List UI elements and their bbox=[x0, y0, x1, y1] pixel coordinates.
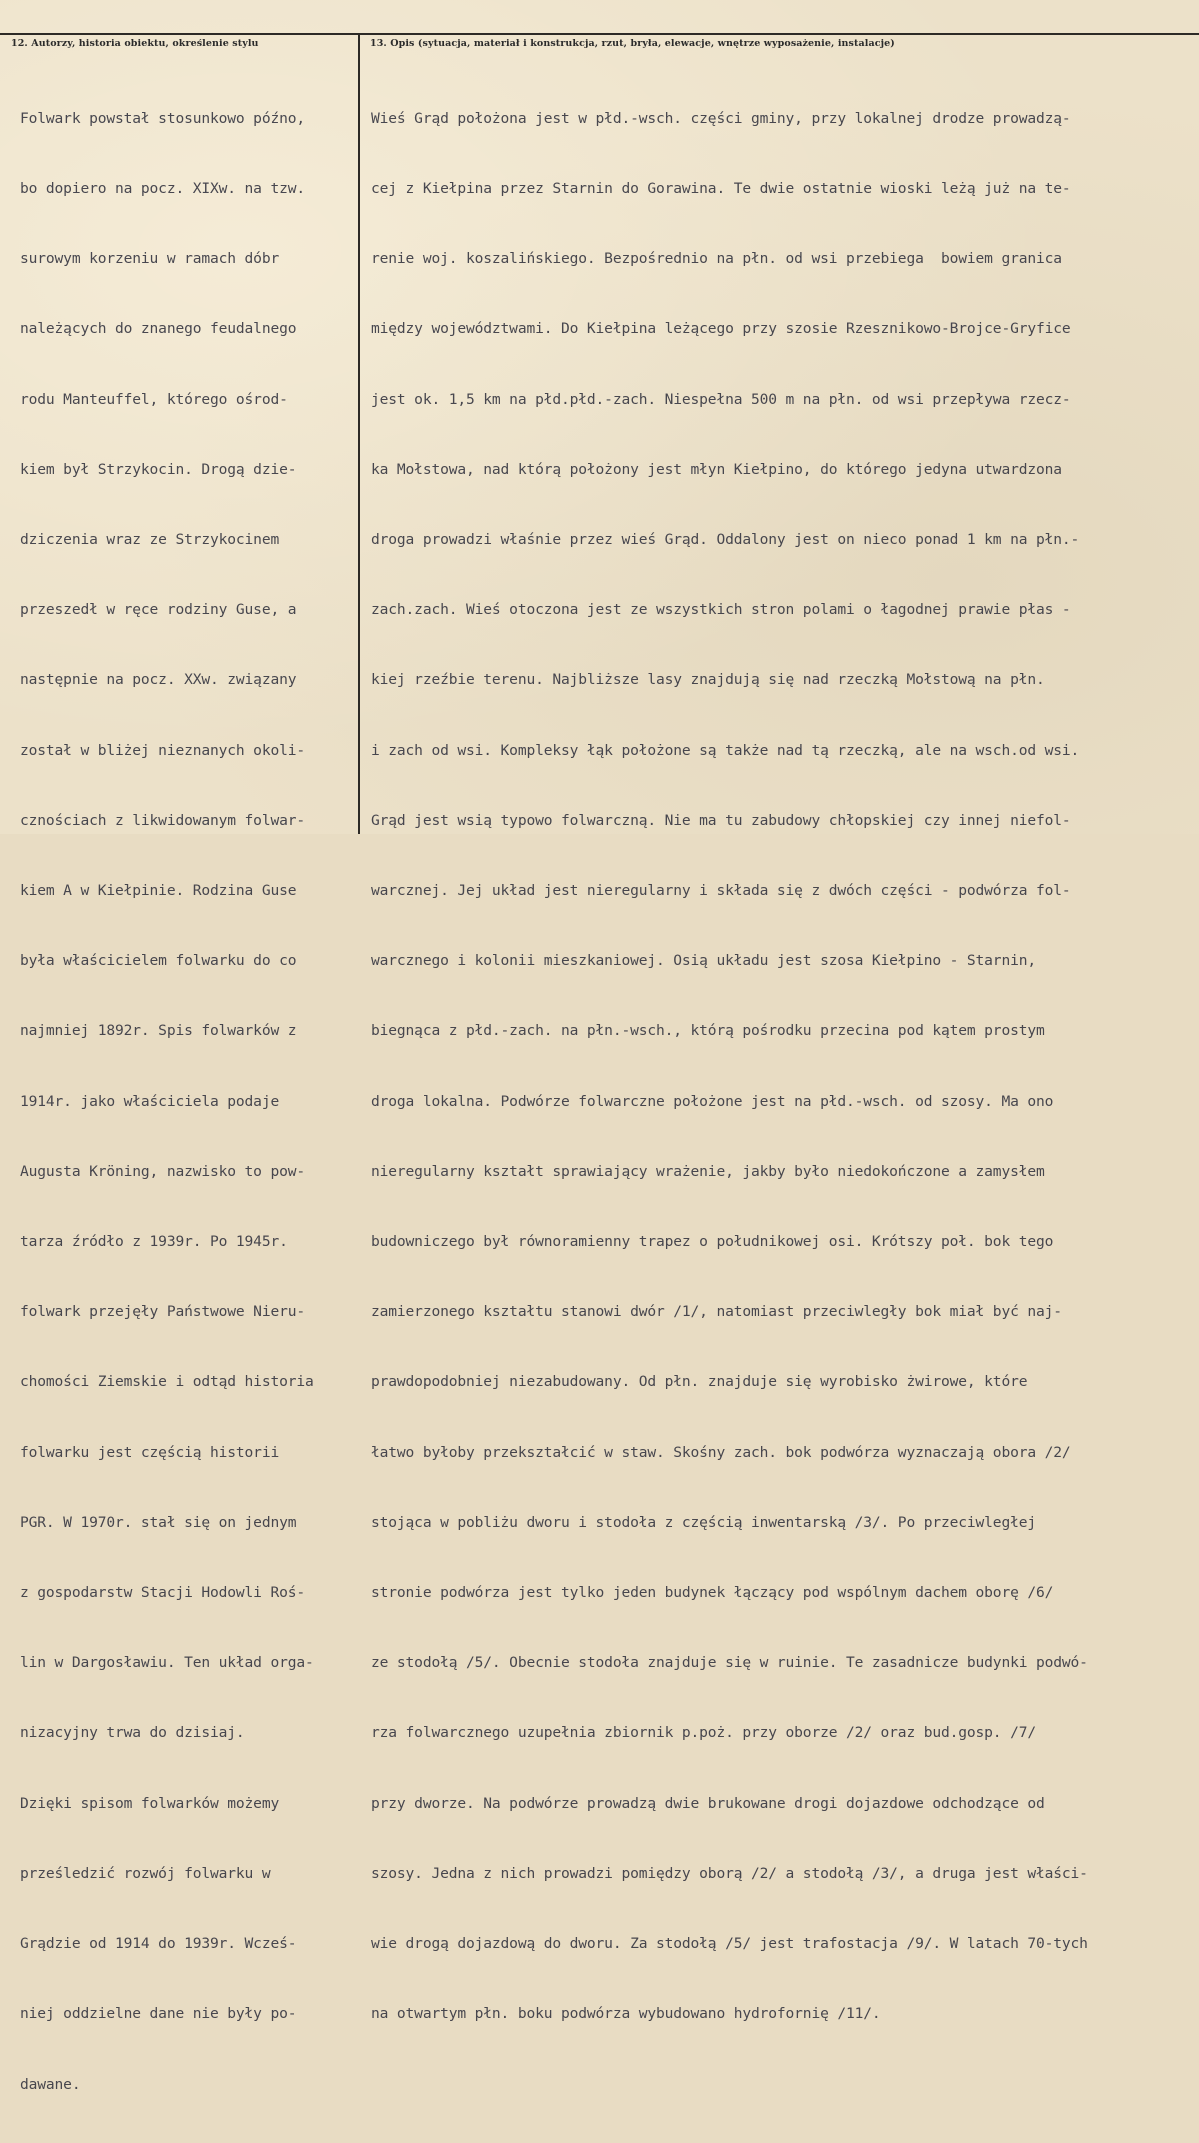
text-line: na otwartym płn. boku podwórza wybudowano hydrofornię /11/. bbox=[371, 2005, 881, 2023]
text-line: stojąca w pobliżu dworu i stodoła z częścią inwentarską /3/. Po przeciwległej bbox=[371, 1513, 1036, 1531]
text-line: nieregularny kształt sprawiający wrażenie, jakby było niedokończone a zamysłem bbox=[371, 1162, 1045, 1180]
top-rule bbox=[0, 33, 1199, 35]
text-line: został w bliżej nieznanych okoli- bbox=[20, 741, 305, 759]
text-line: nizacyjny trwa do dzisiaj. bbox=[20, 1724, 245, 1742]
right-column-header: 13. Opis (sytuacja, materiał i konstrukcja, rzut, bryła, elewacje, wnętrze wyposażenie, instalacje) bbox=[370, 38, 895, 49]
text-line: chomości Ziemskie i odtąd historia bbox=[20, 1373, 314, 1391]
text-line: lin w Dargosławiu. Ten układ orga- bbox=[20, 1654, 314, 1672]
text-line: rodu Manteuffel, którego ośrod- bbox=[20, 390, 288, 408]
text-line: surowym korzeniu w ramach dóbr bbox=[20, 250, 280, 268]
text-line: niej oddzielne dane nie były po- bbox=[20, 2005, 297, 2023]
text-line: była właścicielem folwarku do co bbox=[20, 952, 297, 970]
text-line: przy dworze. Na podwórze prowadzą dwie brukowane drogi dojazdowe odchodzące od bbox=[371, 1794, 1045, 1812]
text-line: następnie na pocz. XXw. związany bbox=[20, 671, 297, 689]
text-line: należących do znanego feudalnego bbox=[20, 320, 297, 338]
text-line: Wieś Grąd położona jest w płd.-wsch. części gminy, przy lokalnej drodze prowadzą- bbox=[371, 109, 1071, 127]
text-line: Grądzie od 1914 do 1939r. Wcześ- bbox=[20, 1935, 297, 1953]
text-line: folwarku jest częścią historii bbox=[20, 1443, 280, 1461]
text-line: Augusta Kröning, nazwisko to pow- bbox=[20, 1162, 305, 1180]
text-line: łatwo byłoby przekształcić w staw. Skośny zach. bok podwórza wyznaczają obora /2/ bbox=[371, 1443, 1071, 1461]
text-line: stronie podwórza jest tylko jeden budynek łączący pod wspólnym dachem oborę /6/ bbox=[371, 1584, 1054, 1602]
text-line: PGR. W 1970r. stał się on jednym bbox=[20, 1513, 297, 1531]
text-line: warcznej. Jej układ jest nieregularny i składa się z dwóch części - podwórza fol- bbox=[371, 882, 1071, 900]
text-line: 1914r. jako właściciela podaje bbox=[20, 1092, 280, 1110]
left-column-header: 12. Autorzy, historia obiektu, określenie stylu bbox=[11, 38, 259, 49]
text-line: szosy. Jedna z nich prowadzi pomiędzy oborą /2/ a stodołą /3/, a druga jest właści- bbox=[371, 1864, 1088, 1882]
text-line: kiej rzeźbie terenu. Najbliższe lasy znajdują się nad rzeczką Mołstową na płn. bbox=[371, 671, 1045, 689]
text-line: prawdopodobniej niezabudowany. Od płn. znajduje się wyrobisko żwirowe, które bbox=[371, 1373, 1028, 1391]
text-line: tarza źródło z 1939r. Po 1945r. bbox=[20, 1233, 288, 1251]
text-line: Folwark powstał stosunkowo późno, bbox=[20, 109, 305, 127]
text-line: i zach od wsi. Kompleksy łąk położone są także nad tą rzeczką, ale na wsch.od wsi. bbox=[371, 741, 1080, 759]
text-line: budowniczego był równoramienny trapez o południkowej osi. Krótszy poł. bok tego bbox=[371, 1233, 1054, 1251]
text-line: jest ok. 1,5 km na płd.płd.-zach. Niespełna 500 m na płn. od wsi przepływa rzecz- bbox=[371, 390, 1071, 408]
text-line: dawane. bbox=[20, 2075, 81, 2093]
right-column-text bbox=[371, 60, 1088, 2073]
text-line: przeszedł w ręce rodziny Guse, a bbox=[20, 601, 297, 619]
text-line: wie drogą dojazdową do dworu. Za stodołą /5/ jest trafostacja /9/. W latach 70-tych bbox=[371, 1935, 1088, 1953]
text-line: droga lokalna. Podwórze folwarczne położone jest na płd.-wsch. od szosy. Ma ono bbox=[371, 1092, 1054, 1110]
text-line: biegnąca z płd.-zach. na płn.-wsch., którą pośrodku przecina pod kątem prostym bbox=[371, 1022, 1045, 1040]
left-column-text bbox=[20, 60, 314, 2143]
text-line: renie woj. koszalińskiego. Bezpośrednio na płn. od wsi przebiega bowiem granica bbox=[371, 250, 1062, 268]
text-line: ze stodołą /5/. Obecnie stodoła znajduje się w ruinie. Te zasadnicze budynki podwó- bbox=[371, 1654, 1088, 1672]
text-line: bo dopiero na pocz. XIXw. na tzw. bbox=[20, 180, 305, 198]
text-line: droga prowadzi właśnie przez wieś Grąd. Oddalony jest on nieco ponad 1 km na płn.- bbox=[371, 531, 1080, 549]
text-line: zach.zach. Wieś otoczona jest ze wszystkich stron polami o łagodnej prawie płas - bbox=[371, 601, 1071, 619]
text-line: folwark przejęły Państwowe Nieru- bbox=[20, 1303, 305, 1321]
text-line: ka Mołstowa, nad którą położony jest młyn Kiełpino, do którego jedyna utwardzona bbox=[371, 460, 1062, 478]
text-line: zamierzonego kształtu stanowi dwór /1/, natomiast przeciwległy bok miał być naj- bbox=[371, 1303, 1062, 1321]
column-divider bbox=[358, 33, 360, 834]
text-line: kiem był Strzykocin. Drogą dzie- bbox=[20, 460, 297, 478]
text-line: między województwami. Do Kiełpina leżącego przy szosie Rzesznikowo-Brojce-Gryfice bbox=[371, 320, 1071, 338]
text-line: rza folwarcznego uzupełnia zbiornik p.poż. przy oborze /2/ oraz bud.gosp. /7/ bbox=[371, 1724, 1036, 1742]
text-line: najmniej 1892r. Spis folwarków z bbox=[20, 1022, 297, 1040]
text-line: kiem A w Kiełpinie. Rodzina Guse bbox=[20, 882, 297, 900]
text-line: cznościach z likwidowanym folwar- bbox=[20, 811, 305, 829]
text-line: Dzięki spisom folwarków możemy bbox=[20, 1794, 280, 1812]
text-line: cej z Kiełpina przez Starnin do Gorawina. Te dwie ostatnie wioski leżą już na te- bbox=[371, 180, 1071, 198]
text-line: prześledzić rozwój folwarku w bbox=[20, 1864, 271, 1882]
text-line: Grąd jest wsią typowo folwarczną. Nie ma tu zabudowy chłopskiej czy innej niefol- bbox=[371, 811, 1071, 829]
text-line: dziczenia wraz ze Strzykocinem bbox=[20, 531, 280, 549]
text-line: z gospodarstw Stacji Hodowli Roś- bbox=[20, 1584, 305, 1602]
text-line: warcznego i kolonii mieszkaniowej. Osią układu jest szosa Kiełpino - Starnin, bbox=[371, 952, 1036, 970]
